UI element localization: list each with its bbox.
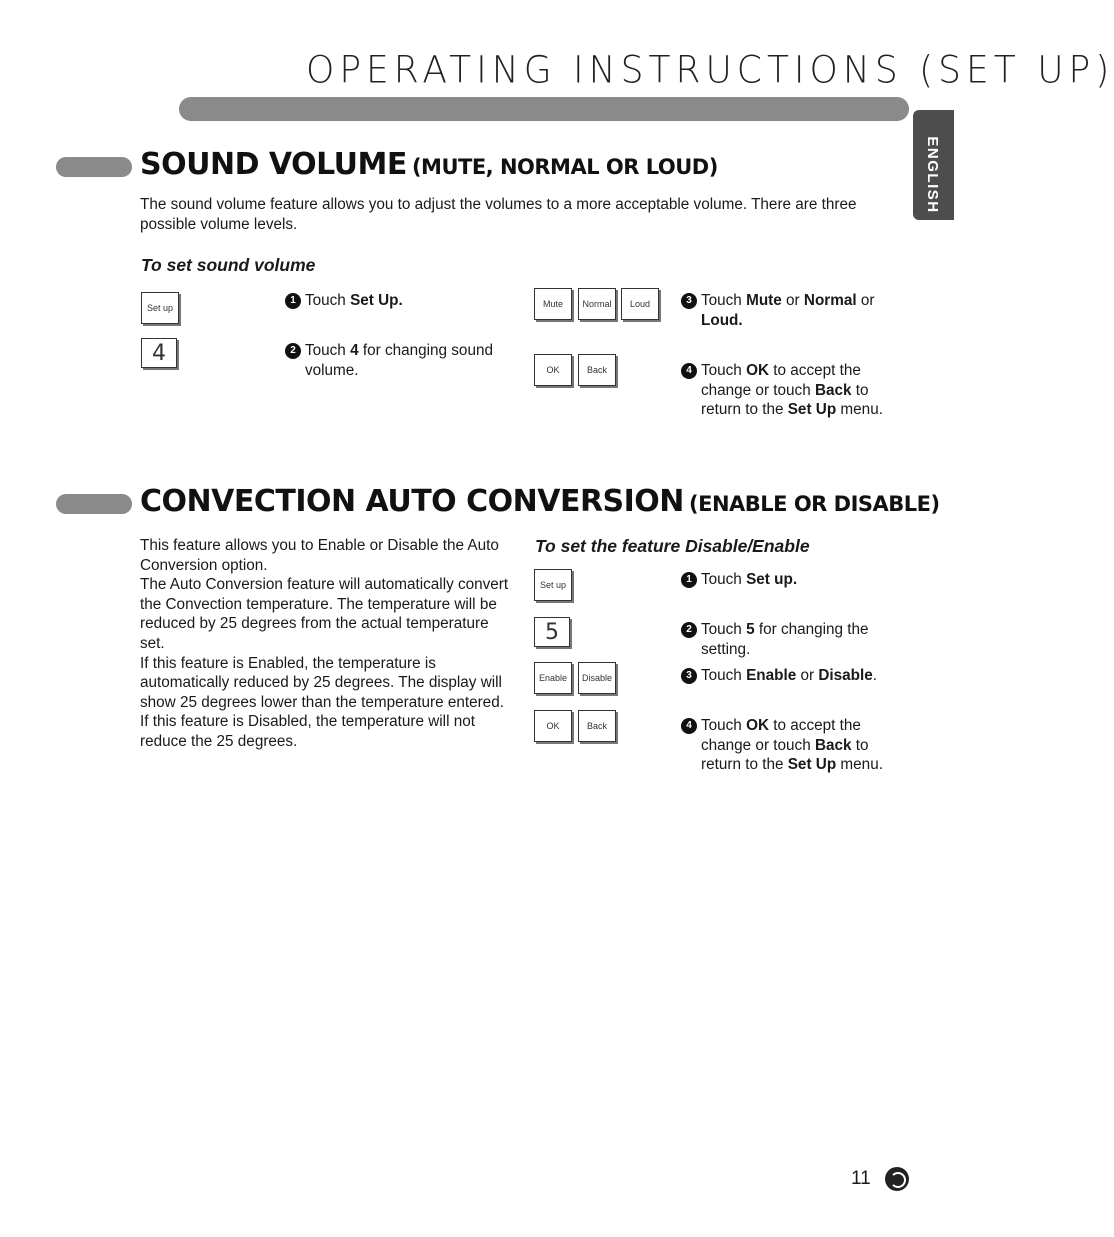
ok-key: OK — [534, 710, 572, 742]
section-title-sound-volume — [140, 147, 718, 182]
step-number-2: 2 — [285, 343, 301, 359]
setup-key: Set up — [141, 292, 179, 324]
disable-key: Disable — [578, 662, 616, 694]
step-number-1: 1 — [285, 293, 301, 309]
step-number-4: 4 — [681, 363, 697, 379]
ok-key: OK — [534, 354, 572, 386]
sound-volume-subhead: To set sound volume — [141, 255, 316, 275]
sound-volume-intro: The sound volume feature allows you to adjust the volumes to a more acceptable volume. There are three possible volume levels. — [140, 196, 857, 233]
sound-step-3: 3 Touch Mute or Normal or Loud. — [701, 291, 901, 330]
page-title: OPERATING INSTRUCTIONS (SET UP) — [306, 48, 1114, 93]
section-title-suffix: (ENABLE OR DISABLE) — [689, 492, 940, 516]
section-title-convection — [140, 484, 940, 519]
sound-step-1: 1 Touch Set Up. — [305, 291, 515, 311]
convection-subhead: To set the feature Disable/Enable — [535, 536, 810, 556]
number-4-key: 4 — [141, 338, 177, 368]
section-marker — [56, 494, 132, 514]
enable-key: Enable — [534, 662, 572, 694]
convection-step-4: 4 Touch OK to accept the change or touch Back to return to the Set Up menu. — [701, 716, 901, 775]
mute-key: Mute — [534, 288, 572, 320]
convection-paragraph: If this feature is Enabled, the temperature is automatically reduced by 25 degrees. The display will show 25 degrees lower than the temperature entered. — [140, 654, 504, 711]
step-number-3: 3 — [681, 293, 697, 309]
setup-key: Set up — [534, 569, 572, 601]
normal-key: Normal — [578, 288, 616, 320]
convection-step-1: 1 Touch Set up. — [701, 570, 901, 590]
lg-logo-icon — [885, 1167, 909, 1191]
section-title-main: SOUND VOLUME — [140, 147, 407, 182]
sound-step-2: 2 Touch 4 for changing sound volume. — [305, 341, 515, 380]
convection-step-3: 3 Touch Enable or Disable. — [701, 666, 901, 686]
section-marker — [56, 157, 132, 177]
back-key: Back — [578, 354, 616, 386]
convection-body — [140, 536, 515, 752]
step-number-2: 2 — [681, 622, 697, 638]
step-number-1: 1 — [681, 572, 697, 588]
convection-paragraph: If this feature is Disabled, the temperature will not reduce the 25 degrees. — [140, 713, 475, 750]
convection-paragraph: This feature allows you to Enable or Disable the Auto Conversion option. — [140, 537, 499, 574]
sound-step-4: 4 Touch OK to accept the change or touch Back to return to the Set Up menu. — [701, 361, 901, 420]
convection-step-2: 2 Touch 5 for changing the setting. — [701, 620, 901, 659]
page-number: 11 — [851, 1168, 871, 1189]
back-key: Back — [578, 710, 616, 742]
title-bar — [179, 97, 909, 121]
section-title-main: CONVECTION AUTO CONVERSION — [140, 484, 684, 519]
convection-paragraph: The Auto Conversion feature will automatically convert the Convection temperature. The temperature will be reduced by 25 degrees from the actual temperature set. — [140, 576, 509, 652]
language-tab-label: ENGLISH — [924, 136, 941, 214]
section-title-suffix: (MUTE, NORMAL OR LOUD) — [411, 155, 718, 179]
loud-key: Loud — [621, 288, 659, 320]
number-5-key: 5 — [534, 617, 570, 647]
language-tab — [913, 110, 954, 220]
step-number-3: 3 — [681, 668, 697, 684]
step-number-4: 4 — [681, 718, 697, 734]
